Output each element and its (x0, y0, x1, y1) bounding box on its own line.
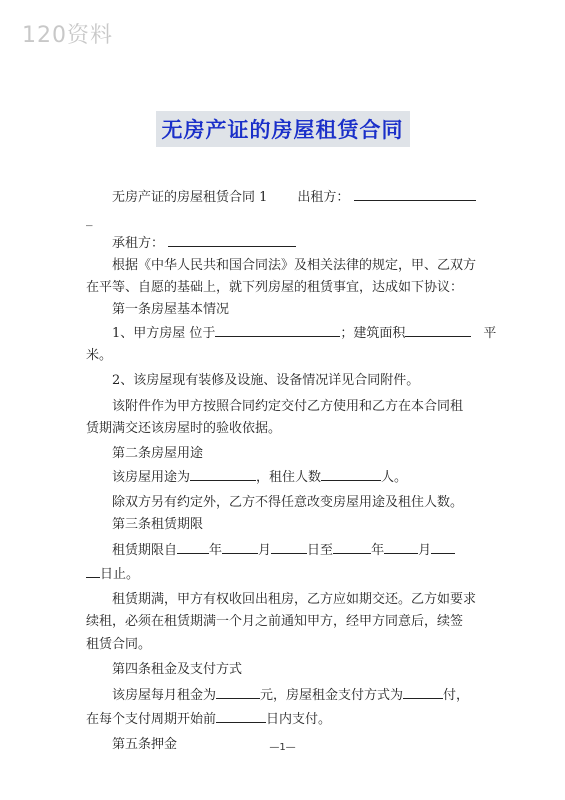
occupants-unit: 人。 (381, 469, 408, 485)
payment-method-blank (403, 684, 443, 699)
document-body (86, 186, 497, 756)
payment-days-blank (216, 708, 266, 723)
line-usage (86, 466, 486, 489)
lessee-blank (168, 232, 296, 247)
start-day-blank (271, 539, 307, 554)
start-year-unit: 年 (209, 543, 223, 559)
location-blank (215, 322, 340, 337)
location-label: 1、甲方房屋 位于 (112, 325, 216, 341)
term-to-label: 日至 (307, 543, 334, 559)
occupants-label: ，租住人数 (256, 469, 322, 485)
line-term-end (86, 563, 486, 586)
rent-label: 该房屋每月租金为 (112, 688, 217, 704)
line-payment-period (86, 708, 486, 731)
start-month-blank (222, 539, 258, 554)
document-title-wrap (0, 111, 565, 147)
usage-label: 该房屋用途为 (112, 469, 191, 485)
line-annex-1: 该附件作为甲方按照合同约定交付乙方使用和乙方在本合同租 (112, 398, 464, 414)
lessor-blank (354, 186, 476, 201)
contract-label: 无房产证的房屋租赁合同 1 (112, 190, 268, 205)
payment-method-label: 元，房屋租金支付方式为 (260, 688, 404, 704)
end-year-unit: 年 (371, 543, 385, 559)
occupants-blank (321, 466, 381, 481)
end-month-blank (384, 539, 418, 554)
lessee-label: 承租方： (112, 235, 165, 251)
start-month-unit: 月 (258, 543, 272, 559)
area-label: ；建筑面积 (340, 325, 406, 341)
end-day-blank-1 (431, 539, 455, 554)
line-location (86, 322, 497, 345)
line-basis-1: 根据《中华人民共和国合同法》及相关法律的规定，甲、乙双方 (112, 257, 477, 273)
lessor-label: 出租方： (297, 190, 350, 205)
term-end-label: 日止。 (100, 566, 140, 582)
end-month-unit: 月 (418, 543, 432, 559)
end-day-blank-2 (86, 563, 100, 578)
line-renewal-2: 续租，必须在租赁期满一个月之前通知甲方，经甲方同意后，续签 (86, 614, 464, 630)
line-underscore: _ (86, 212, 93, 228)
line-header (86, 186, 486, 209)
start-year-blank (177, 539, 209, 554)
article-5-heading: 第五条押金 (112, 736, 178, 752)
line-facilities: 2、该房屋现有装修及设施、设备情况详见合同附件。 (112, 373, 420, 389)
payment-unit: 付， (443, 688, 470, 704)
rent-blank (216, 684, 260, 699)
line-basis-2: 在平等、自愿的基础上，就下列房屋的租赁事宜，达成如下协议： (86, 280, 464, 296)
document-title: 无房产证的房屋租赁合同 (156, 111, 410, 147)
line-term (86, 539, 486, 562)
article-1-heading: 第一条房屋基本情况 (112, 302, 230, 318)
line-lessee (86, 232, 486, 255)
line-usage-restriction: 除双方另有约定外，乙方不得任意改变房屋用途及租住人数。 (112, 494, 464, 510)
end-year-blank (333, 539, 371, 554)
article-3-heading: 第三条租赁期限 (112, 517, 204, 533)
payment-period-label: 在每个支付周期开始前 (86, 711, 217, 727)
watermark: 120资料 (22, 23, 113, 48)
line-annex-2: 赁期满交还该房屋时的验收依据。 (86, 420, 282, 436)
line-renewal-3: 租赁合同。 (86, 636, 152, 652)
area-unit-1: 平 (483, 325, 497, 341)
line-renewal-1: 租赁期满，甲方有权收回出租房，乙方应如期交还。乙方如要求 (112, 592, 477, 608)
term-from-label: 租赁期限自 (112, 543, 178, 559)
payment-days-unit: 日内支付。 (266, 711, 332, 727)
line-rent (86, 684, 486, 707)
article-2-heading: 第二条房屋用途 (112, 446, 204, 462)
article-4-heading: 第四条租金及支付方式 (112, 661, 243, 677)
area-blank (405, 322, 471, 337)
line-area-unit: 米。 (86, 348, 113, 364)
page-number: —1— (269, 742, 296, 753)
usage-blank (190, 466, 256, 481)
